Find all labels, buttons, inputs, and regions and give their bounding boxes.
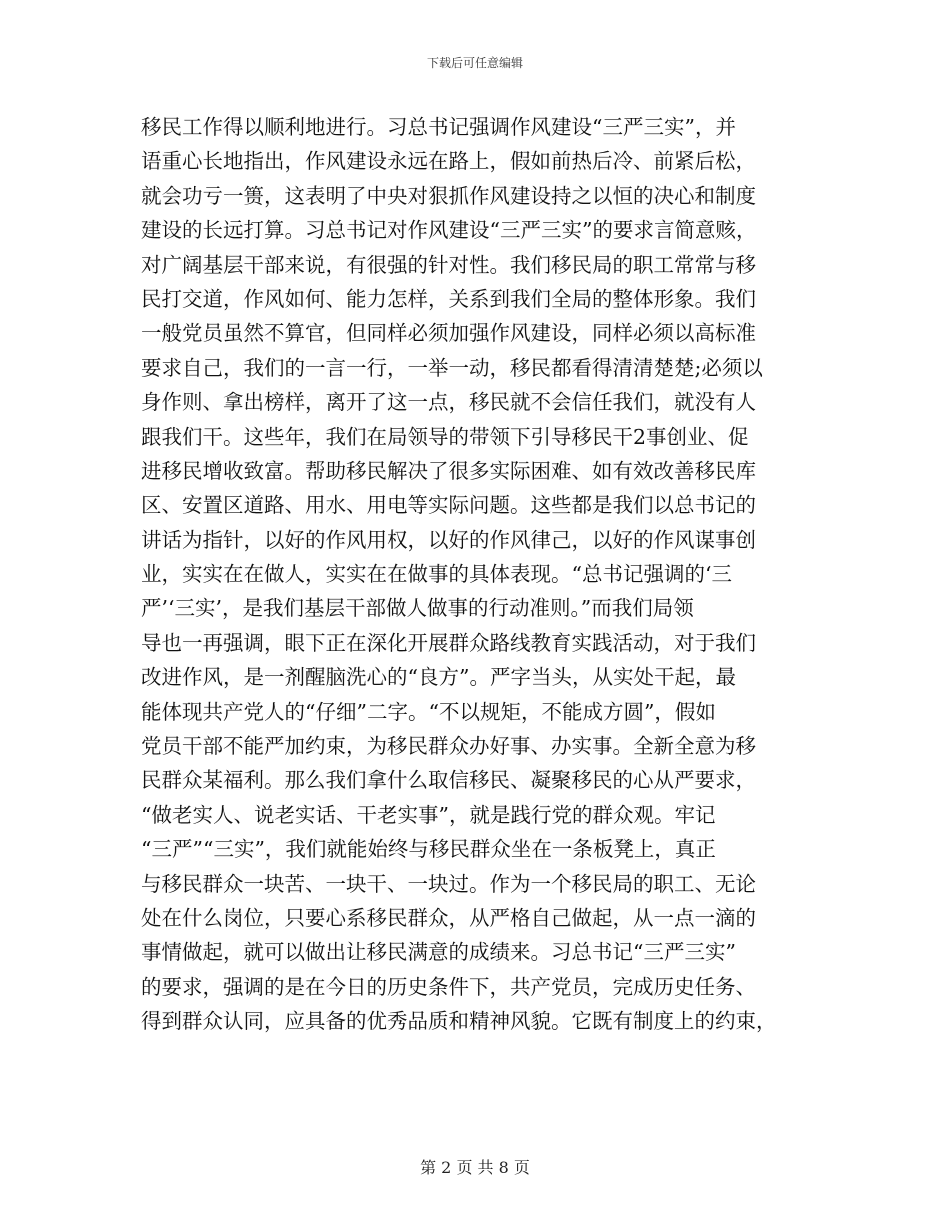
body-text [141,110,813,1039]
text-line: 严’‘三实’，是我们基层干部做人做事的行动准则。”而我们局领 [141,596,694,621]
text-line: “做老实人、说老实话、干老实事”，就是践行党的群众观。牢记 [141,802,716,827]
text-line: 要求自己，我们的一言一行，一举一动，移民都看得清清楚楚;必须以 [141,355,763,380]
text-line: 语重心长地指出，作风建设永远在路上，假如前热后冷、前紧后松， [141,149,756,174]
text-line: 改进作风，是一剂醒脑洗心的“良方”。严字当头，从实处干起，最 [141,665,736,690]
page-header: 下载后可任意编辑 [426,56,523,70]
text-line: 与移民群众一块苦、一块干、一块过。作为一个移民局的职工、无论 [141,871,756,896]
text-line: 一般党员虽然不算官，但同样必须加强作风建设，同样必须以高标准 [141,321,756,346]
text-line: 导也一再强调，眼下正在深化开展群众路线教育实践活动，对于我们 [141,630,756,655]
text-line: 讲话为指针，以好的作风用权，以好的作风律己，以好的作风谋事创 [141,527,756,552]
text-line: 能体现共产党人的“仔细”二字。“不以规矩，不能成方圆”，假如 [141,699,716,724]
text-line: 处在什么岗位，只要心系移民群众，从严格自己做起，从一点一滴的 [141,905,756,930]
text-line: 民打交道，作风如何、能力怎样，关系到我们全局的整体形象。我们 [141,286,756,311]
text-line: 身作则、拿出榜样，离开了这一点，移民就不会信任我们，就没有人 [141,390,756,415]
page-number: 第 2 页 共 8 页 [420,1158,530,1177]
text-line: 党员干部不能严加约束，为移民群众办好事、办实事。全新全意为移 [141,734,756,759]
text-line: 建设的长远打算。习总书记对作风建设“三严三实”的要求言简意赅， [141,218,757,243]
text-line: 区、安置区道路、用水、用电等实际问题。这些都是我们以总书记的 [141,493,756,518]
text-line: 事情做起，就可以做出让移民满意的成绩来。习总书记“三严三实” [141,940,736,965]
text-line: 民群众某福利。那么我们拿什么取信移民、凝聚移民的心从严要求， [141,768,756,793]
text-line: “三严”“三实”，我们就能始终与移民群众坐在一条板凳上，真正 [141,837,716,862]
text-line: 得到群众认同，应具备的优秀品质和精神风貌。它既有制度上的约束， [141,1009,777,1034]
text-line: 的要求，强调的是在今日的历史条件下，共产党员，完成历史任务、 [141,974,756,999]
text-line: 进移民增收致富。帮助移民解决了很多实际困难、如有效改善移民库 [141,458,756,483]
text-line: 业，实实在在做人，实实在在做事的具体表现。“总书记强调的‘三 [141,562,732,587]
text-line: 跟我们干。这些年，我们在局领导的带领下引导移民干2事创业、促 [141,424,749,449]
text-line: 移民工作得以顺利地进行。习总书记强调作风建设“三严三实”，并 [141,115,736,139]
text-line: 对广阔基层干部来说，有很强的针对性。我们移民局的职工常常与移 [141,252,756,277]
text-line: 就会功亏一篑，这表明了中央对狠抓作风建设持之以恒的决心和制度 [141,183,756,208]
